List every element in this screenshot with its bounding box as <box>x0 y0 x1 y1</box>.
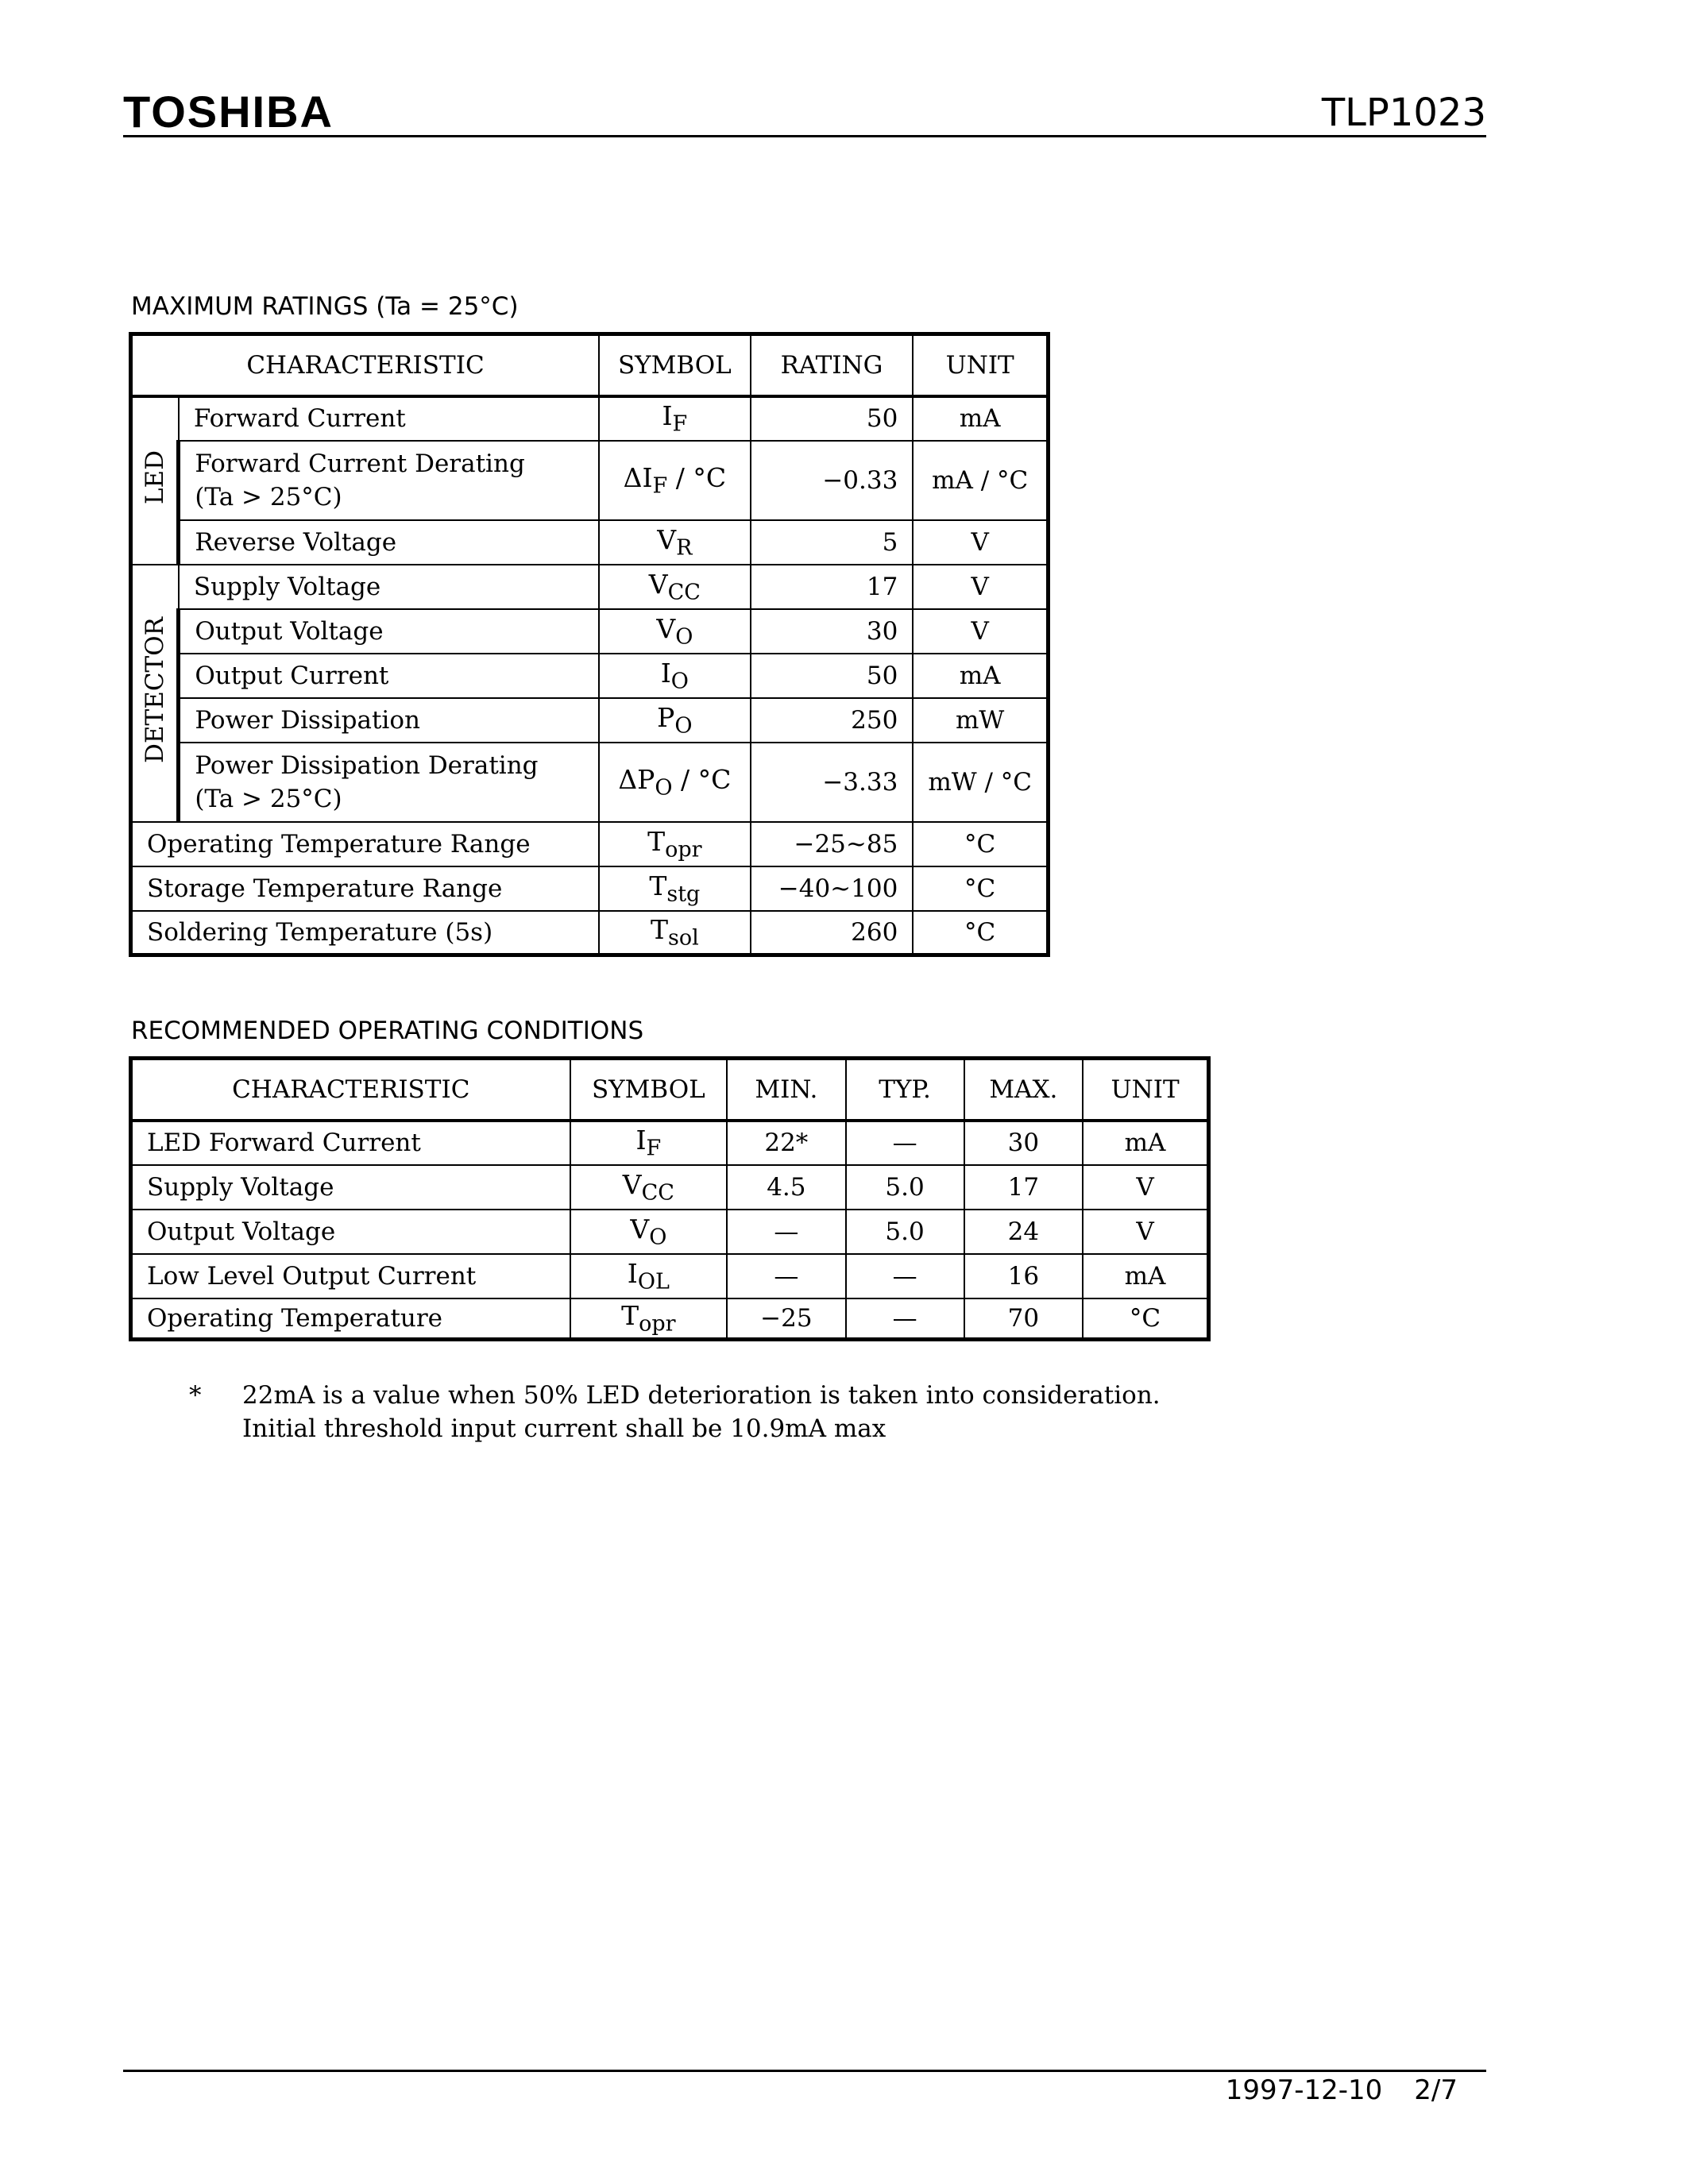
symbol-cell: $V_{CC}$ <box>599 565 751 609</box>
table-row <box>131 609 1049 654</box>
characteristic-cell: Output Voltage <box>179 609 599 654</box>
max-cell: 17 <box>964 1165 1083 1210</box>
toshiba-logo: TOSHIBA <box>123 87 334 137</box>
table-row <box>131 743 1049 822</box>
min-cell: — <box>727 1210 845 1254</box>
col-unit: UNIT <box>913 334 1048 396</box>
group-label-detector: DETECTOR <box>131 565 179 822</box>
typ-cell: 5.0 <box>846 1165 964 1210</box>
recommended-title: RECOMMENDED OPERATING CONDITIONS <box>131 1017 644 1045</box>
characteristic-cell: Forward Current <box>179 396 599 441</box>
col-min: MIN. <box>727 1059 845 1121</box>
typ-cell: — <box>846 1121 964 1165</box>
rating-cell: 17 <box>751 565 914 609</box>
col-symbol: SYMBOL <box>570 1059 728 1121</box>
characteristic-cell: Operating Temperature <box>131 1298 570 1340</box>
symbol-cell: $I_F$ <box>570 1121 728 1165</box>
symbol-cell: $T_{opr}$ <box>599 822 751 866</box>
unit-cell: mA <box>913 396 1048 441</box>
col-characteristic: CHARACTERISTIC <box>131 1059 570 1121</box>
characteristic-cell: Output Current <box>179 654 599 698</box>
symbol-cell: $P_O$ <box>599 698 751 743</box>
rating-cell: 50 <box>751 654 914 698</box>
rating-cell: 250 <box>751 698 914 743</box>
table-row <box>131 1165 1209 1210</box>
table-row <box>131 520 1049 565</box>
unit-cell: V <box>1083 1210 1208 1254</box>
characteristic-cell: Supply Voltage <box>179 565 599 609</box>
footnote-line-1: 22mA is a value when 50% LED deterioration is taken into consideration. <box>242 1381 1161 1410</box>
recommended-table <box>129 1056 1211 1341</box>
symbol-cell: $T_{stg}$ <box>599 866 751 911</box>
characteristic-cell: Low Level Output Current <box>131 1254 570 1298</box>
symbol-cell: $I_O$ <box>599 654 751 698</box>
unit-cell: mA <box>1083 1254 1208 1298</box>
col-rating: RATING <box>751 334 914 396</box>
max-cell: 24 <box>964 1210 1083 1254</box>
table-row <box>131 654 1049 698</box>
characteristic-cell: Power Dissipation <box>179 698 599 743</box>
rating-cell: 30 <box>751 609 914 654</box>
symbol-cell: $V_{CC}$ <box>570 1165 728 1210</box>
unit-cell: °C <box>913 911 1048 955</box>
table-row <box>131 396 1049 441</box>
rating-cell: 5 <box>751 520 914 565</box>
footer-date: 1997-12-10 <box>1225 2074 1383 2106</box>
max-ratings-title: MAXIMUM RATINGS (Ta = 25°C) <box>131 292 519 321</box>
min-cell: — <box>727 1254 845 1298</box>
max-cell: 70 <box>964 1298 1083 1340</box>
table-row <box>131 441 1049 520</box>
table-row <box>131 911 1049 955</box>
characteristic-cell: Soldering Temperature (5s) <box>131 911 600 955</box>
characteristic-cell: Operating Temperature Range <box>131 822 600 866</box>
table-row <box>131 1210 1209 1254</box>
unit-cell: °C <box>1083 1298 1208 1340</box>
typ-cell: 5.0 <box>846 1210 964 1254</box>
unit-cell: °C <box>913 866 1048 911</box>
table-row <box>131 1121 1209 1165</box>
unit-cell: V <box>913 609 1048 654</box>
max-ratings-table <box>129 332 1050 957</box>
table-row <box>131 1254 1209 1298</box>
characteristic-cell: Reverse Voltage <box>179 520 599 565</box>
unit-cell: mW / °C <box>913 743 1048 822</box>
footer-page: 2/7 <box>1414 2074 1458 2106</box>
table-row <box>131 565 1049 609</box>
symbol-cell: $I_{OL}$ <box>570 1254 728 1298</box>
symbol-cell: $T_{sol}$ <box>599 911 751 955</box>
table-header-row <box>131 1059 1209 1121</box>
table-row <box>131 1298 1209 1340</box>
typ-cell: — <box>846 1254 964 1298</box>
rating-cell: −40~100 <box>751 866 914 911</box>
symbol-cell: $V_R$ <box>599 520 751 565</box>
characteristic-cell: LED Forward Current <box>131 1121 570 1165</box>
characteristic-cell: Supply Voltage <box>131 1165 570 1210</box>
min-cell: 4.5 <box>727 1165 845 1210</box>
footer-rule <box>123 2070 1486 2072</box>
table-row <box>131 866 1049 911</box>
max-cell: 16 <box>964 1254 1083 1298</box>
characteristic-cell: Forward Current Derating (Ta > 25°C) <box>179 441 599 520</box>
part-number: TLP1023 <box>1321 91 1486 135</box>
footer <box>1226 2074 1458 2106</box>
group-label-led: LED <box>131 396 179 565</box>
rating-cell: −0.33 <box>751 441 914 520</box>
symbol-cell: $V_O$ <box>570 1210 728 1254</box>
unit-cell: mW <box>913 698 1048 743</box>
characteristic-cell: Output Voltage <box>131 1210 570 1254</box>
max-cell: 30 <box>964 1121 1083 1165</box>
col-characteristic: CHARACTERISTIC <box>131 334 600 396</box>
unit-cell: V <box>1083 1165 1208 1210</box>
symbol-cell: $V_O$ <box>599 609 751 654</box>
typ-cell: — <box>846 1298 964 1340</box>
symbol-cell: $I_F$ <box>599 396 751 441</box>
unit-cell: mA <box>1083 1121 1208 1165</box>
rating-cell: 50 <box>751 396 914 441</box>
rating-cell: 260 <box>751 911 914 955</box>
symbol-cell: $\Delta I_F / ^\circ C$ <box>599 441 751 520</box>
characteristic-cell: Storage Temperature Range <box>131 866 600 911</box>
col-typ: TYP. <box>846 1059 964 1121</box>
min-cell: 22* <box>727 1121 845 1165</box>
characteristic-cell: Power Dissipation Derating (Ta > 25°C) <box>179 743 599 822</box>
footnote-mark: * <box>189 1381 202 1410</box>
col-symbol: SYMBOL <box>599 334 751 396</box>
rating-cell: −3.33 <box>751 743 914 822</box>
unit-cell: V <box>913 565 1048 609</box>
col-unit: UNIT <box>1083 1059 1208 1121</box>
unit-cell: V <box>913 520 1048 565</box>
table-header-row <box>131 334 1049 396</box>
footnote <box>191 1379 1161 1445</box>
table-row <box>131 822 1049 866</box>
unit-cell: °C <box>913 822 1048 866</box>
col-max: MAX. <box>964 1059 1083 1121</box>
symbol-cell: $T_{opr}$ <box>570 1298 728 1340</box>
rating-cell: −25~85 <box>751 822 914 866</box>
unit-cell: mA <box>913 654 1048 698</box>
symbol-cell: $\Delta P_O / ^\circ C$ <box>599 743 751 822</box>
table-row <box>131 698 1049 743</box>
min-cell: −25 <box>727 1298 845 1340</box>
footnote-line-2: Initial threshold input current shall be 10.9mA max <box>242 1414 886 1443</box>
unit-cell: mA / °C <box>913 441 1048 520</box>
header-rule <box>123 135 1486 137</box>
